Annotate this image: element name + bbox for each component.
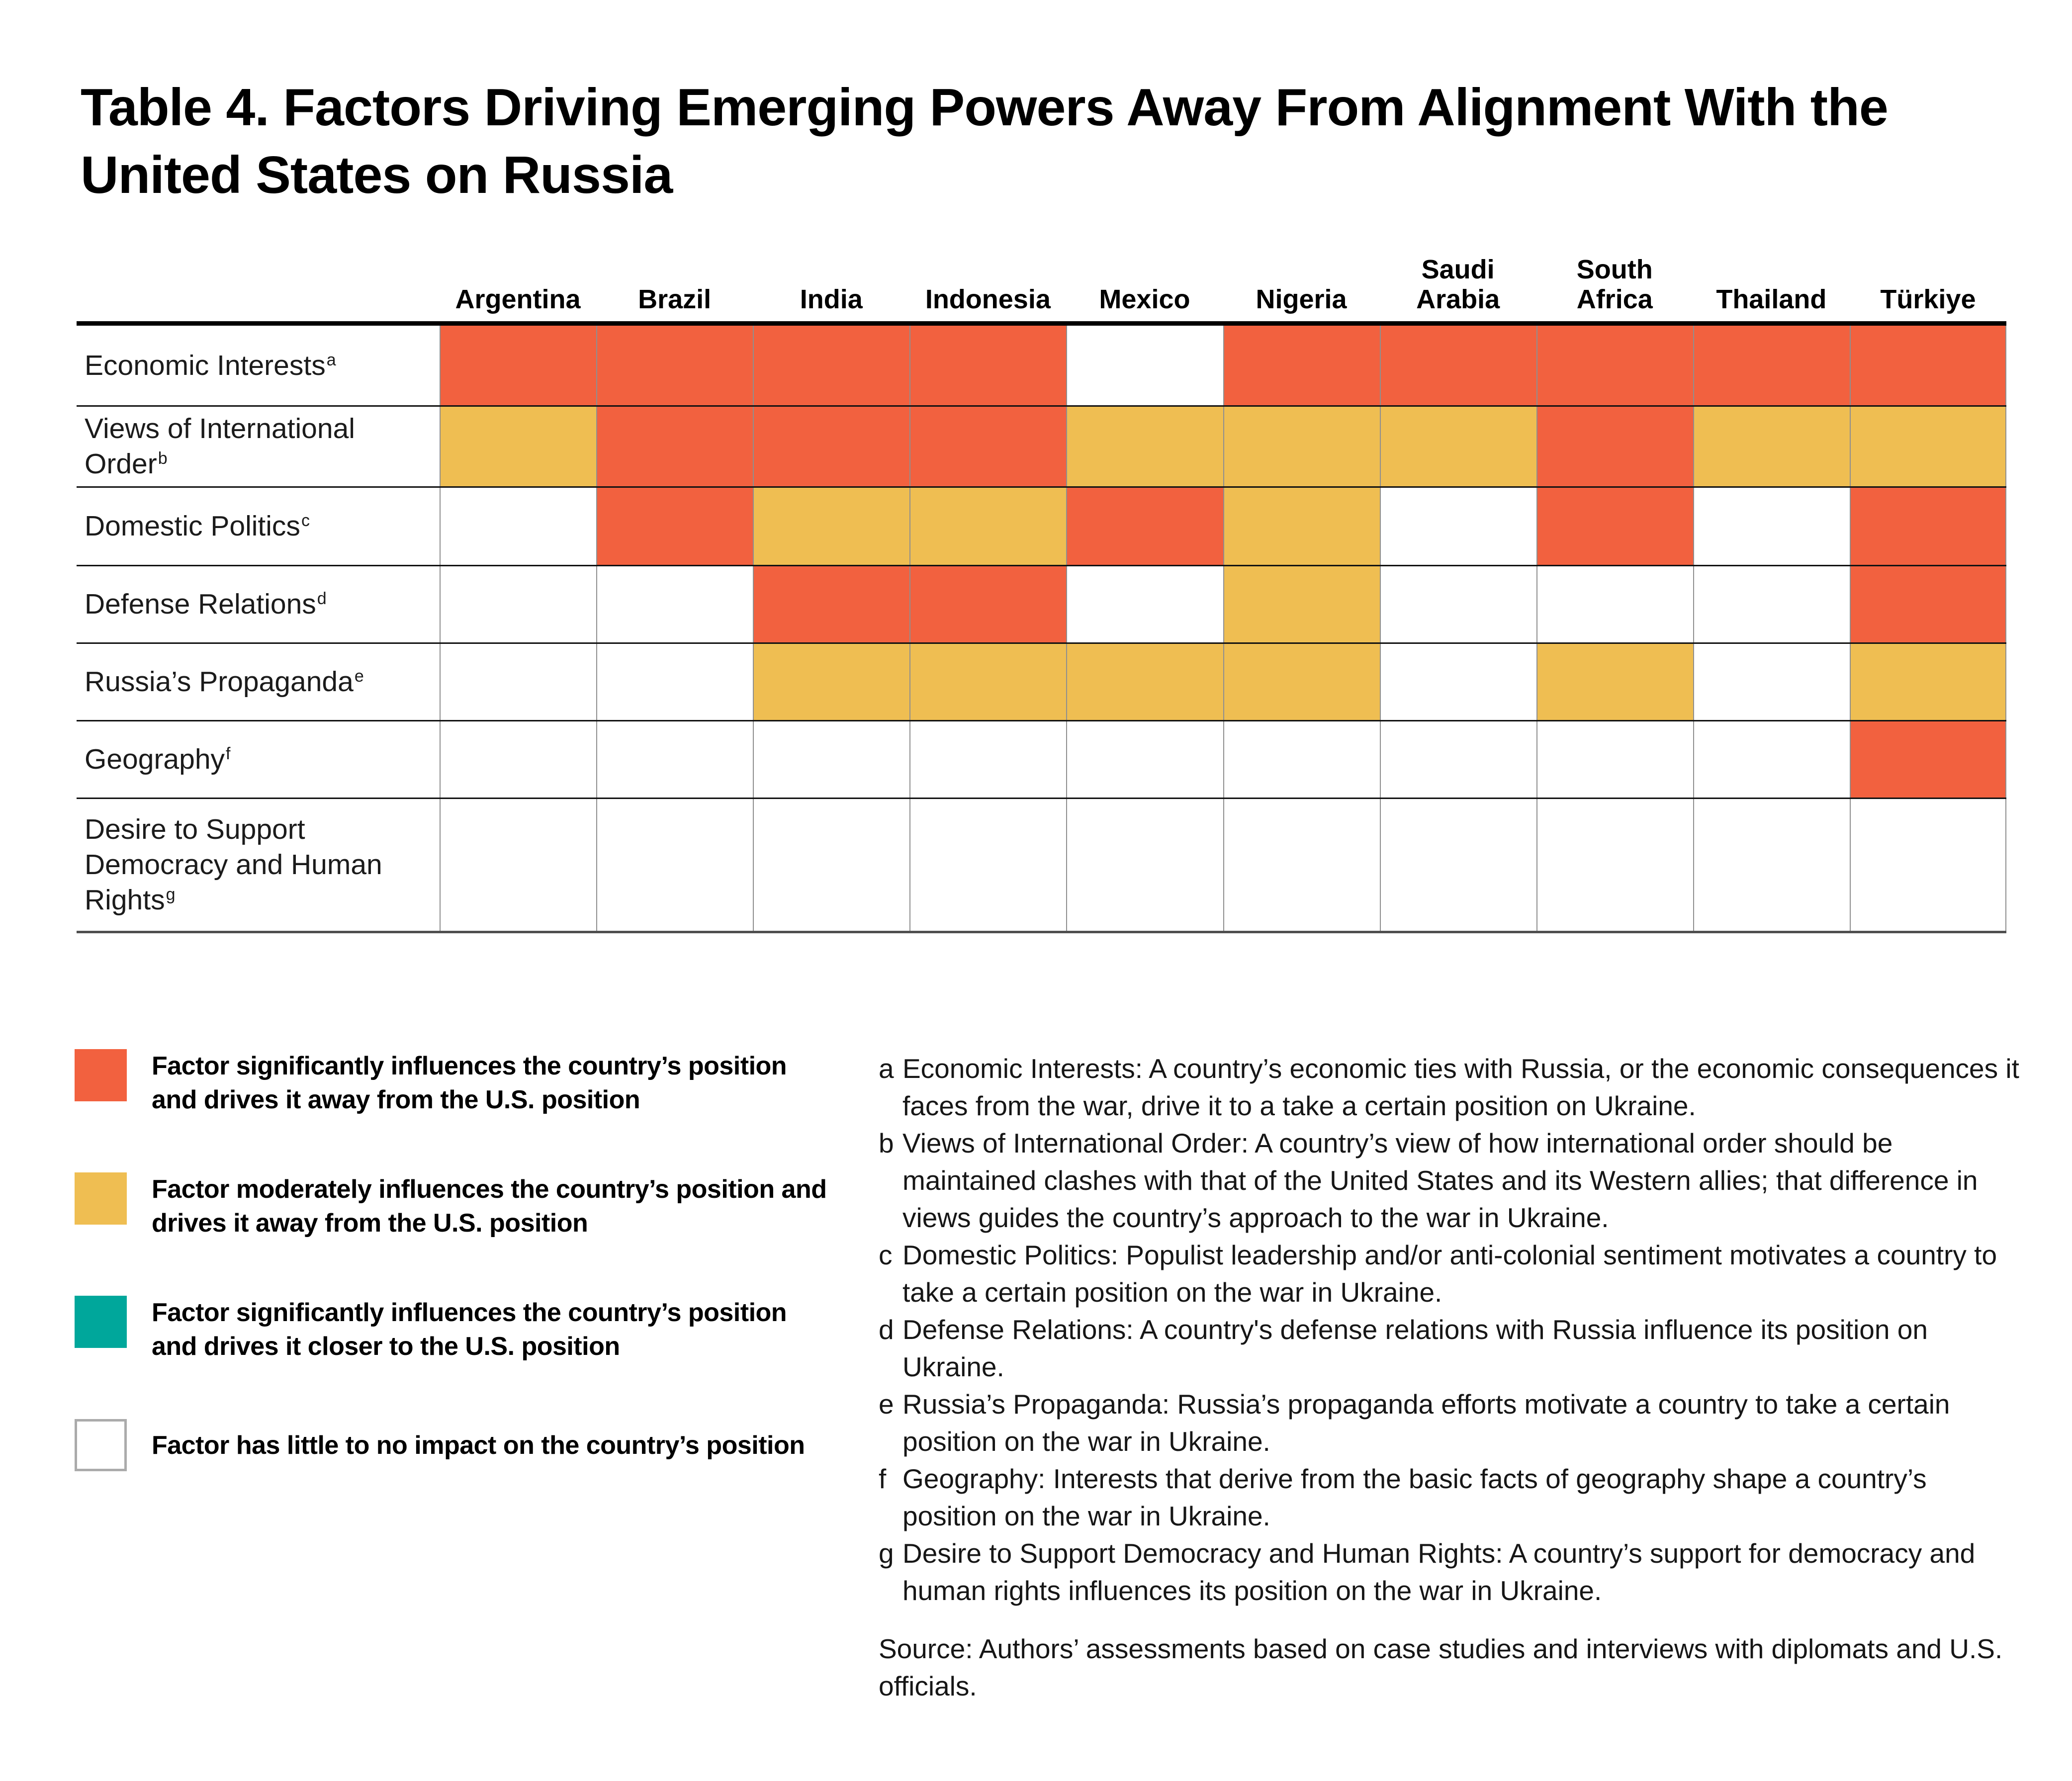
table-cell xyxy=(1223,566,1380,642)
table-cell xyxy=(909,407,1066,486)
row-label-footnote-letter: e xyxy=(354,667,364,686)
table-cell xyxy=(440,644,596,720)
table-cell xyxy=(1850,488,2006,565)
row-label-text: Economic Interests$^a$ xyxy=(85,349,336,381)
legend-label: Factor moderately influences the country’s position and drives it away from the U.S. position xyxy=(152,1175,827,1238)
table-cell xyxy=(1536,644,1693,720)
table-row xyxy=(77,405,2006,486)
table-cell xyxy=(1066,407,1223,486)
table-cell xyxy=(1693,407,1850,486)
table-cell xyxy=(1536,407,1693,486)
legend-swatch xyxy=(75,1419,127,1471)
table-row xyxy=(77,720,2006,798)
row-label xyxy=(77,644,440,720)
table-cell xyxy=(753,488,909,565)
table-cell xyxy=(1223,488,1380,565)
footnote xyxy=(879,1311,2022,1386)
table-cell xyxy=(596,799,753,931)
table-cell xyxy=(1380,488,1536,565)
row-label xyxy=(77,721,440,798)
table-cell xyxy=(1536,721,1693,798)
column-header: Saudi Arabia xyxy=(1416,255,1500,314)
table-cell xyxy=(1850,721,2006,798)
footnote xyxy=(879,1050,2022,1125)
row-label-footnote-letter: d xyxy=(317,589,327,609)
table-cell xyxy=(1536,326,1693,405)
footnote xyxy=(879,1460,2022,1535)
column-header: Indonesia xyxy=(925,284,1051,314)
column-header: India xyxy=(800,284,863,314)
footnote-marker: a xyxy=(879,1053,894,1084)
footnote-marker: d xyxy=(879,1314,894,1345)
table-cell xyxy=(1536,566,1693,642)
row-label-text: Desire to Support Democracy and Human Rights$^g$ xyxy=(85,813,382,916)
footnote-marker: c xyxy=(879,1240,893,1270)
legend-swatch xyxy=(75,1296,127,1348)
legend xyxy=(75,1049,860,1527)
table-cell xyxy=(1850,326,2006,405)
table-cell xyxy=(1380,721,1536,798)
table-cell xyxy=(909,721,1066,798)
row-label xyxy=(77,326,440,405)
table-cell xyxy=(753,721,909,798)
table-cell xyxy=(909,566,1066,642)
row-label-text: Russia’s Propaganda$^e$ xyxy=(85,666,364,698)
table-row xyxy=(77,798,2006,931)
table-cell xyxy=(1223,326,1380,405)
column-header: Thailand xyxy=(1716,284,1827,314)
table-cell xyxy=(440,407,596,486)
table-cell xyxy=(1693,488,1850,565)
table-cell xyxy=(1223,407,1380,486)
table-cell xyxy=(1223,799,1380,931)
legend-swatch xyxy=(75,1172,127,1225)
legend-item xyxy=(75,1172,860,1240)
footnote xyxy=(879,1237,2022,1311)
table-cell xyxy=(1850,799,2006,931)
footnote-text: Views of International Order: A country’s view of how international order should be maintained clashes with that of the United States and its Western allies; that difference in views guides the country’s approach to the war in Ukraine. xyxy=(902,1128,1978,1233)
table-cell xyxy=(1380,407,1536,486)
column-header: South Africa xyxy=(1576,255,1653,314)
footnote xyxy=(879,1535,2022,1609)
table-cell xyxy=(753,566,909,642)
table-cell xyxy=(596,566,753,642)
row-label-footnote-letter: f xyxy=(226,744,231,764)
row-label-text: Views of International Order$^b$ xyxy=(85,413,355,480)
row-label xyxy=(77,799,440,931)
table-cell xyxy=(1066,488,1223,565)
legend-label: Factor significantly influences the country’s position and drives it closer to the U.S. position xyxy=(152,1298,787,1361)
row-label-text: Defense Relations$^d$ xyxy=(85,588,327,620)
table-cell xyxy=(596,488,753,565)
table-cell xyxy=(440,721,596,798)
table-cell xyxy=(1223,644,1380,720)
table-cell xyxy=(1066,644,1223,720)
column-header: Mexico xyxy=(1099,284,1190,314)
row-label-footnote-letter: b xyxy=(158,449,168,468)
footnote-text: Desire to Support Democracy and Human Rights: A country’s support for democracy and human rights influences its position on the war in Ukraine. xyxy=(902,1538,1976,1606)
table-cell xyxy=(1066,566,1223,642)
row-label xyxy=(77,488,440,565)
footnote xyxy=(879,1125,2022,1237)
footnote-marker: f xyxy=(879,1463,887,1494)
table-cell xyxy=(1380,644,1536,720)
table-cell xyxy=(1693,326,1850,405)
footnote-marker: g xyxy=(879,1538,894,1569)
table-cell xyxy=(440,326,596,405)
footnote-text: Economic Interests: A country’s economic ties with Russia, or the economic consequences it faces from the war, drive it to a take a certain position on Ukraine. xyxy=(902,1053,2019,1121)
table-cell xyxy=(596,407,753,486)
table-cell xyxy=(1066,799,1223,931)
legend-label: Factor significantly influences the country’s position and drives it away from the U.S. position xyxy=(152,1052,787,1114)
footnote-list xyxy=(879,1050,2022,1609)
table-cell xyxy=(596,326,753,405)
table-cell xyxy=(440,488,596,565)
table-cell xyxy=(1850,566,2006,642)
table-cell xyxy=(909,799,1066,931)
table-row xyxy=(77,565,2006,642)
table-cell xyxy=(1380,566,1536,642)
table-cell xyxy=(1693,721,1850,798)
column-header: Türkiye xyxy=(1880,284,1976,314)
legend-label: Factor has little to no impact on the country’s position xyxy=(152,1430,805,1460)
table-cell xyxy=(753,799,909,931)
table-cell xyxy=(1066,721,1223,798)
table-row xyxy=(77,486,2006,565)
table-cell xyxy=(440,566,596,642)
footnote-text: Domestic Politics: Populist leadership and/or anti-colonial sentiment motivates a country to take a certain position on the war in Ukraine. xyxy=(902,1240,1997,1308)
table-cell xyxy=(753,644,909,720)
table-cell xyxy=(1693,799,1850,931)
row-label-text: Domestic Politics$^c$ xyxy=(85,510,310,542)
row-label-text: Geography$^f$ xyxy=(85,743,231,775)
footnote-text: Russia’s Propaganda: Russia’s propaganda efforts motivate a country to take a certain position on the war in Ukraine. xyxy=(902,1389,1950,1457)
legend-item xyxy=(75,1296,860,1363)
row-label-footnote-letter: g xyxy=(166,885,176,904)
table-header-row xyxy=(77,255,2006,321)
column-header: Nigeria xyxy=(1256,284,1347,314)
footnote-marker: e xyxy=(879,1389,894,1420)
table-row xyxy=(77,326,2006,405)
table-cell xyxy=(1693,566,1850,642)
footnotes xyxy=(879,1050,2022,1705)
table-cell xyxy=(1066,326,1223,405)
source-note: Source: Authors’ assessments based on case studies and interviews with diplomats and U.S. officials. xyxy=(879,1633,2003,1701)
legend-item xyxy=(75,1049,860,1117)
table-title xyxy=(81,74,1888,209)
table-title-line1: Table 4. Factors Driving Emerging Powers Away From Alignment With the xyxy=(81,78,1888,137)
footnote xyxy=(879,1386,2022,1460)
legend-swatch xyxy=(75,1049,127,1101)
table-cell xyxy=(1850,407,2006,486)
table-cell xyxy=(753,407,909,486)
row-label xyxy=(77,407,440,486)
table-cell xyxy=(1693,644,1850,720)
table-cell xyxy=(440,799,596,931)
footnote-text: Defense Relations: A country's defense relations with Russia influence its position on Ukraine. xyxy=(902,1314,1928,1382)
table-title-line2: United States on Russia xyxy=(81,146,673,204)
table-body xyxy=(77,321,2006,933)
table-cell xyxy=(753,326,909,405)
table-cell xyxy=(1380,799,1536,931)
row-label-footnote-letter: a xyxy=(326,350,336,369)
legend-item xyxy=(75,1419,860,1471)
table-cell xyxy=(596,721,753,798)
table-cell xyxy=(1536,799,1693,931)
footnote-text: Geography: Interests that derive from the basic facts of geography shape a country’s position on the war in Ukraine. xyxy=(902,1463,1927,1531)
row-label xyxy=(77,566,440,642)
table-row xyxy=(77,642,2006,720)
column-header: Argentina xyxy=(455,284,581,314)
table-cell xyxy=(1536,488,1693,565)
factors-table xyxy=(77,255,2006,933)
row-label-footnote-letter: c xyxy=(301,511,310,531)
table-cell xyxy=(909,488,1066,565)
table-cell xyxy=(909,326,1066,405)
column-header: Brazil xyxy=(638,284,712,314)
footnote-marker: b xyxy=(879,1128,894,1158)
table-cell xyxy=(909,644,1066,720)
table-cell xyxy=(1380,326,1536,405)
table-cell xyxy=(596,644,753,720)
table-cell xyxy=(1850,644,2006,720)
table-cell xyxy=(1223,721,1380,798)
